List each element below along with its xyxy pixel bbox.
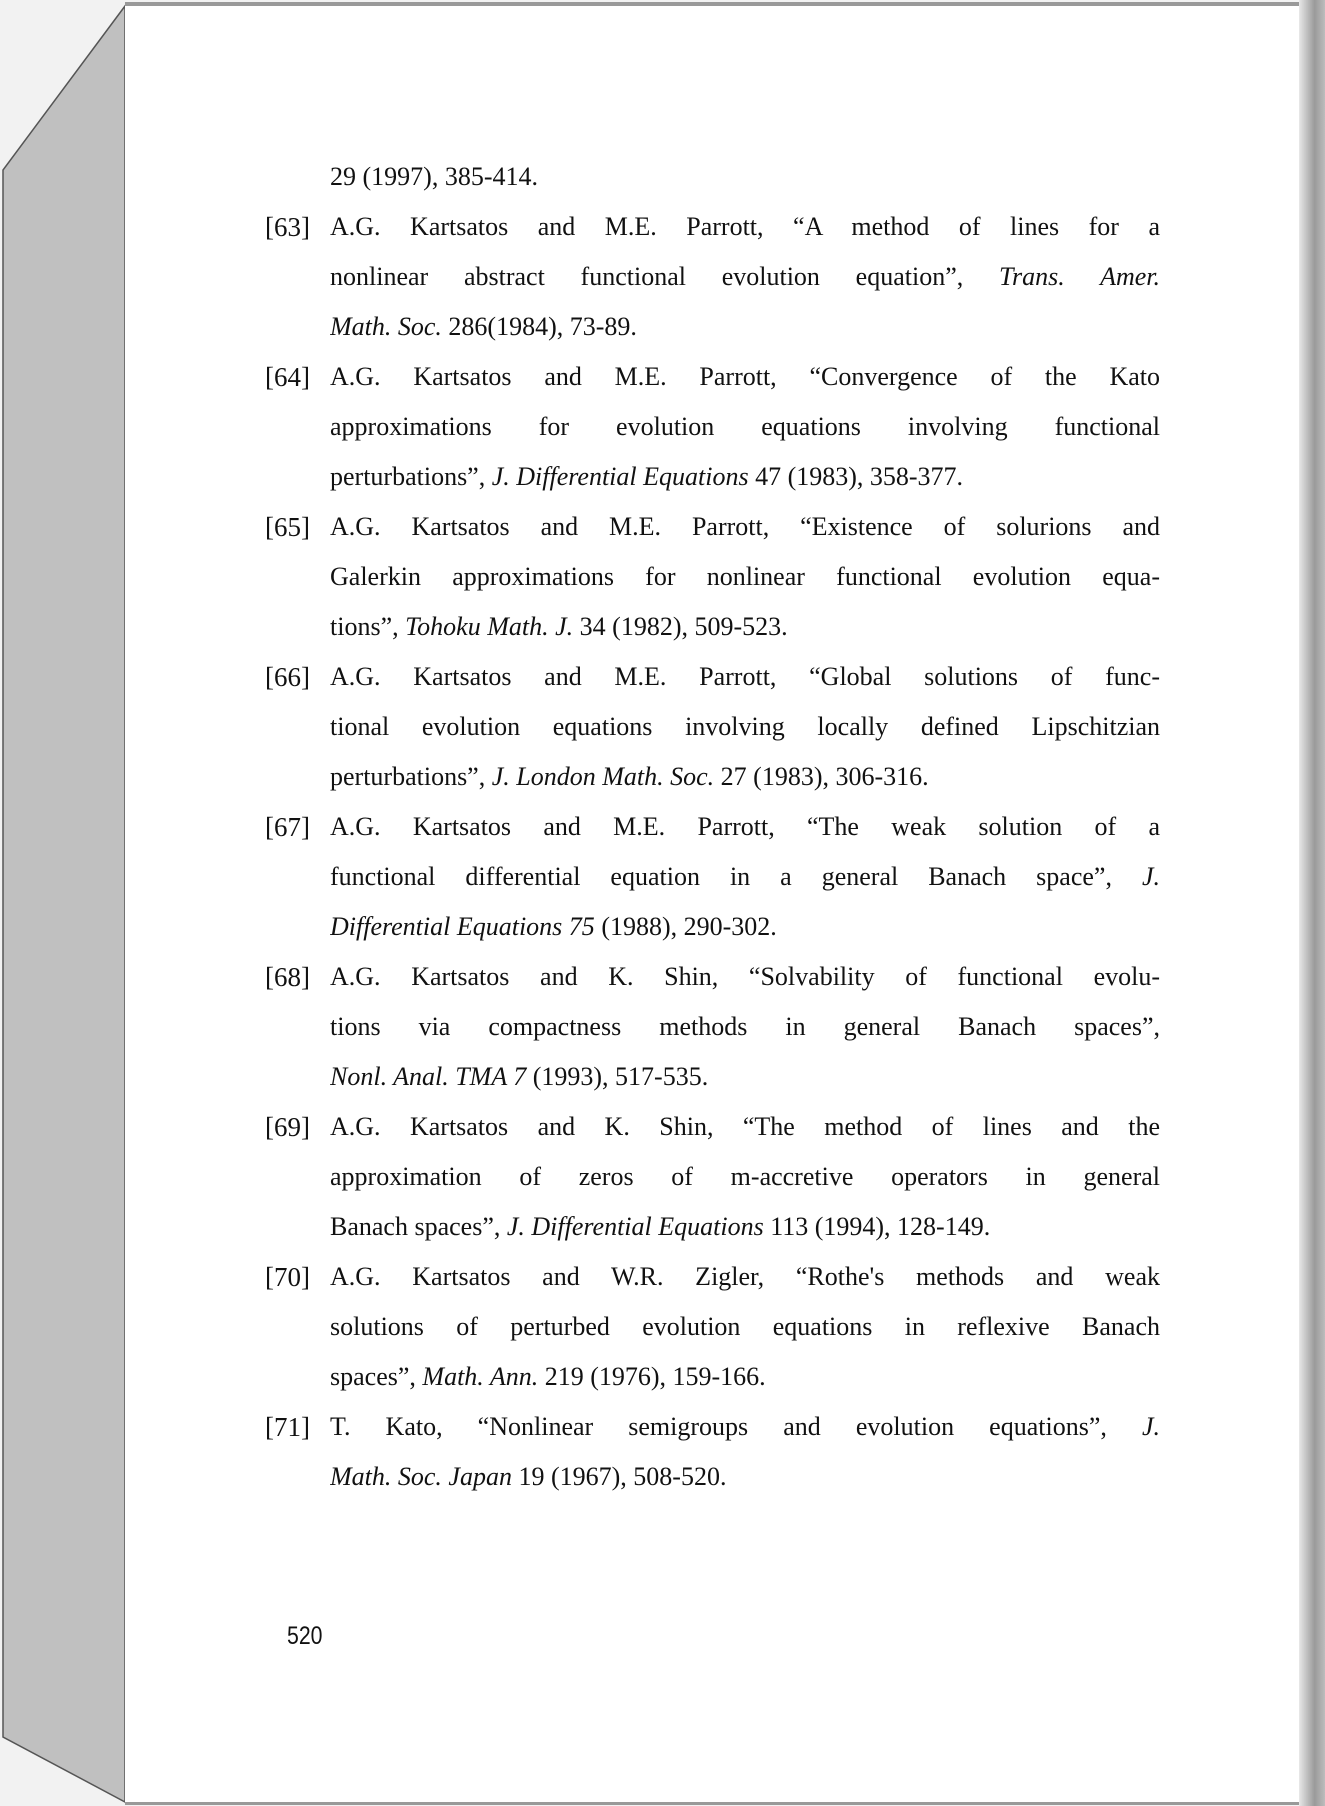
reference-text: 47 (1983), 358-377. [748,462,964,491]
reference-text: 29 (1997), 385-414. [330,162,538,191]
reference-text: functional differential equation in a general Banach space”, [330,862,1142,891]
reference-text: T. Kato, “Nonlinear semigroups and evolution equations”, [330,1412,1142,1441]
reference-entry [265,952,1160,1102]
reference-line [330,552,1160,602]
journal-title: Differential Equations 75 [330,912,595,941]
reference-text: 19 (1967), 508-520. [511,1462,727,1491]
reference-text: 113 (1994), 128-149. [763,1212,991,1241]
reference-line [330,1052,1160,1102]
reference-line [330,1402,1160,1452]
reference-line [330,902,1160,952]
journal-title: J. London Math. Soc. [491,762,715,791]
reference-text: 27 (1983), 306-316. [714,762,929,791]
reference-line [330,152,1160,202]
reference-line [330,202,1160,252]
reference-list [265,152,1160,1502]
reference-text: 219 (1976), 159-166. [538,1362,766,1391]
reference-entry [265,1102,1160,1252]
reference-line [330,852,1160,902]
reference-entry [265,202,1160,352]
reference-text: tions via compactness methods in general Banach spaces”, [330,1012,1160,1041]
page-number: 520 [287,1622,323,1650]
reference-entry [265,1252,1160,1402]
journal-title: Math. Soc. [330,312,442,341]
journal-title: J. [1141,862,1160,891]
book-spine [3,6,125,1802]
reference-line [330,652,1160,702]
journal-title: Tohoku Math. J. [405,612,574,641]
reference-text: A.G. Kartsatos and M.E. Parrott, “Existence of solurions and [330,512,1160,541]
reference-number: [69] [265,1112,310,1142]
reference-text: solutions of perturbed evolution equations in reflexive Banach [330,1312,1160,1341]
reference-number: [68] [265,962,310,992]
page-edge-shadow [1299,0,1325,1806]
reference-text: A.G. Kartsatos and M.E. Parrott, “Convergence of the Kato [330,362,1160,391]
reference-number: [63] [265,212,310,242]
reference-text: Galerkin approximations for nonlinear functional evolution equa- [330,562,1160,591]
reference-text: A.G. Kartsatos and K. Shin, “Solvability of functional evolu- [330,962,1160,991]
reference-line [330,1002,1160,1052]
reference-line [330,1452,1160,1502]
reference-entry [265,502,1160,652]
reference-line [330,1302,1160,1352]
reference-entry [265,802,1160,952]
reference-text: (1993), 517-535. [526,1062,709,1091]
reference-text: perturbations”, [330,462,492,491]
reference-text: (1988), 290-302. [594,912,777,941]
reference-number: [71] [265,1412,310,1442]
journal-title: Nonl. Anal. TMA 7 [330,1062,527,1091]
reference-line [330,702,1160,752]
reference-line [330,952,1160,1002]
reference-text: A.G. Kartsatos and M.E. Parrott, “A method of lines for a [330,212,1160,241]
reference-line [330,1102,1160,1152]
journal-title: J. [1141,1412,1160,1441]
reference-line [330,402,1160,452]
reference-line [330,352,1160,402]
reference-number: [65] [265,512,310,542]
journal-title: J. Differential Equations [491,462,749,491]
reference-text: A.G. Kartsatos and K. Shin, “The method of lines and the [330,1112,1160,1141]
reference-line [330,1202,1160,1252]
reference-line [330,252,1160,302]
reference-text: spaces”, [330,1362,423,1391]
reference-entry [265,152,1160,202]
reference-number: [70] [265,1262,310,1292]
reference-line [330,602,1160,652]
journal-title: Trans. Amer. [999,262,1160,291]
reference-number: [66] [265,662,310,692]
reference-entry [265,1402,1160,1502]
reference-number: [67] [265,812,310,842]
reference-text: Banach spaces”, [330,1212,507,1241]
reference-line [330,302,1160,352]
reference-text: tional evolution equations involving locally defined Lipschitzian [330,712,1160,741]
reference-line [330,802,1160,852]
reference-line [330,752,1160,802]
reference-text: 34 (1982), 509-523. [573,612,788,641]
reference-text: approximation of zeros of m-accretive operators in general [330,1162,1160,1191]
reference-text: approximations for evolution equations involving functional [330,412,1160,441]
journal-title: J. Differential Equations [506,1212,764,1241]
reference-text: A.G. Kartsatos and W.R. Zigler, “Rothe's methods and weak [330,1262,1160,1291]
reference-text: tions”, [330,612,406,641]
reference-number: [64] [265,362,310,392]
reference-line [330,452,1160,502]
journal-title: Math. Ann. [422,1362,539,1391]
reference-line [330,1152,1160,1202]
reference-line [330,1352,1160,1402]
reference-text: A.G. Kartsatos and M.E. Parrott, “The weak solution of a [330,812,1160,841]
reference-entry [265,652,1160,802]
reference-text: nonlinear abstract functional evolution equation”, [330,262,1000,291]
journal-title: Math. Soc. Japan [330,1462,512,1491]
reference-entry [265,352,1160,502]
reference-text: 286(1984), 73-89. [441,312,637,341]
reference-line [330,502,1160,552]
reference-line [330,1252,1160,1302]
reference-text: perturbations”, [330,762,492,791]
reference-text: A.G. Kartsatos and M.E. Parrott, “Global solutions of func- [330,662,1160,691]
